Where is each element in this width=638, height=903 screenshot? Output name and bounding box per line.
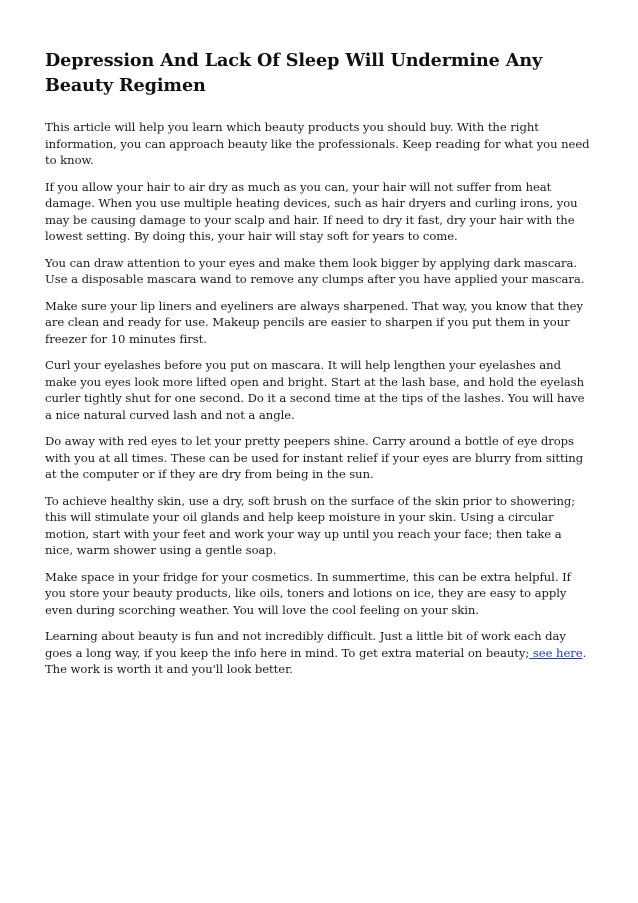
document-page	[45, 48, 593, 688]
paragraph-conclusion	[45, 628, 593, 678]
paragraph-eyelashes: Curl your eyelashes before you put on mascara. It will help lengthen your eyelashes and make you eyes look more lifted open and bright. Start at the lash base, and hold the eyelash curler tightly shut for one second. Do it a second time at the tips of the lashes. You will have a nice natural curved lash and not a angle.	[45, 358, 585, 422]
paragraph-pencils: Make sure your lip liners and eyeliners are always sharpened. That way, you know that they are clean and ready for use. Makeup pencils are easier to sharpen if you put them in your freezer for 10 minutes first.	[45, 298, 583, 346]
conclusion-text-before: Learning about beauty is fun and not incredibly difficult. Just a little bit of work each day goes a long way, if you keep the info here in mind. To get extra material on beauty;	[45, 629, 566, 660]
paragraph-intro: This article will help you learn which beauty products you should buy. With the right information, you can approach beauty like the professionals. Keep reading for what you need to know.	[45, 120, 590, 167]
see-here-link[interactable]: see here	[529, 645, 583, 660]
conclusion-text-after: . The work is worth it and you'll look better.	[45, 645, 587, 676]
paragraph-mascara: You can draw attention to your eyes and make them look bigger by applying dark mascara. Use a disposable mascara wand to remove any clumps after you have applied your mascara.	[45, 255, 585, 286]
paragraph-red-eyes: Do away with red eyes to let your pretty peepers shine. Carry around a bottle of eye drops with you at all times. These can be used for instant relief if your eyes are blurry from sitting at the computer or if they are dry from being in the sun.	[45, 434, 584, 481]
page-title: Depression And Lack Of Sleep Will Undermine Any Beauty Regimen	[45, 50, 543, 96]
paragraph-skin-brush: To achieve healthy skin, use a dry, soft brush on the surface of the skin prior to showering; this will stimulate your oil glands and help keep moisture in your skin. Using a circular motion, start with your feet and work your way up until you reach your face; then take a nice, warm shower using a gentle soap.	[45, 493, 576, 557]
paragraph-fridge: Make space in your fridge for your cosmetics. In summertime, this can be extra helpful. If you store your beauty products, like oils, toners and lotions on ice, they are easy to apply even during scorching weather. You will love the cool feeling on your skin.	[45, 569, 571, 617]
paragraph-hair-drying: If you allow your hair to air dry as much as you can, your hair will not suffer from heat damage. When you use multiple heating devices, such as hair dryers and curling irons, you may be causing damage to your scalp and hair. If need to dry it fast, dry your hair with the lowest setting. By doing this, your hair will stay soft for years to come.	[45, 179, 578, 243]
